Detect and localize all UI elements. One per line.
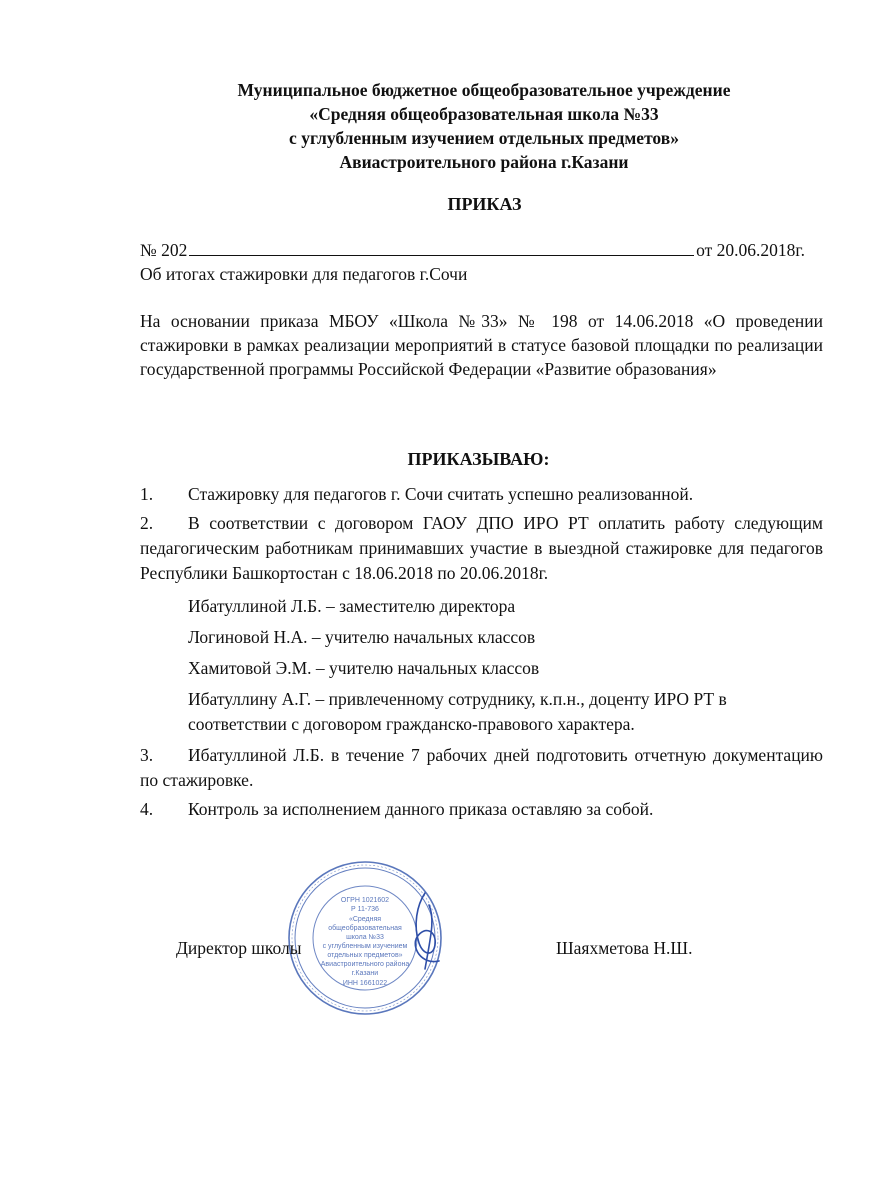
staff-entry: Хамитовой Э.М. – учителю начальных классов bbox=[188, 658, 540, 678]
order-item bbox=[140, 511, 823, 586]
stamp-text: с углубленным изучением bbox=[322, 943, 408, 950]
item-number: 4. bbox=[140, 799, 154, 819]
item-text: Контроль за исполнением данного приказа оставляю за собой. bbox=[188, 799, 654, 819]
staff-entry: Ибатуллиной Л.Б. – заместителю директора bbox=[188, 596, 516, 616]
stamp-text: школа №33 bbox=[346, 934, 384, 941]
header-line-2: «Средняя общеобразовательная школа №33 bbox=[309, 104, 659, 124]
order-item bbox=[140, 797, 823, 822]
handwritten-signature bbox=[395, 885, 455, 975]
staff-entry: Ибатуллину А.Г. – привлеченному сотруднику, к.п.н., доценту ИРО РТ в соответствии с договором гражданско-правового характера. bbox=[188, 689, 727, 734]
basis-paragraph: На основании приказа МБОУ «Школа №33» № 198 от 14.06.2018 «О проведении стажировки в рамках реализации мероприятий в статусе базовой площадки по реализации государственной программы Российской Федерации «Развитие образования» bbox=[140, 311, 823, 379]
order-date: от 20.06.2018г. bbox=[696, 240, 805, 260]
item-text: Стажировку для педагогов г. Сочи считать успешно реализованной. bbox=[188, 484, 694, 504]
order-number-line bbox=[140, 240, 805, 261]
stamp-text: ИНН 1661022 bbox=[342, 980, 388, 987]
item-number: 2. bbox=[140, 513, 154, 533]
item-number: 1. bbox=[140, 484, 154, 504]
item-number: 3. bbox=[140, 745, 154, 765]
stamp-text: отдельных предметов» bbox=[327, 952, 403, 959]
item-text: Ибатуллиной Л.Б. в течение 7 рабочих дней подготовить отчетную документацию по стажировке. bbox=[140, 745, 823, 790]
stamp-text: ОГРН 1021602 bbox=[340, 897, 390, 904]
order-heading: ПРИКАЗЫВАЮ: bbox=[407, 449, 550, 469]
stamp-text: г.Казани bbox=[351, 970, 379, 977]
order-items bbox=[140, 482, 823, 822]
item-text: В соответствии с договором ГАОУ ДПО ИРО РТ оплатить работу следующим педагогическим работникам принимавших участие в выездной стажировке для педагогов Республики Башкортостан с 18.06.2018 по 20.06.2018г. bbox=[140, 513, 823, 583]
stamp-text: Авиастроительного района bbox=[320, 961, 410, 968]
underline-fill bbox=[189, 240, 694, 256]
header-line-3: с углубленным изучением отдельных предметов» bbox=[289, 128, 679, 148]
header-line-4: Авиастроительного района г.Казани bbox=[339, 152, 629, 172]
document-title: ПРИКАЗ bbox=[447, 194, 522, 214]
order-number: № 202 bbox=[140, 240, 188, 260]
signer-name: Шаяхметова Н.Ш. bbox=[556, 938, 693, 958]
staff-entry: Логиновой Н.А. – учителю начальных классов bbox=[188, 627, 536, 647]
stamp-text: «Средняя bbox=[348, 916, 382, 923]
stamp-text: Р 11-736 bbox=[351, 906, 379, 913]
stamp-text: общеобразовательная bbox=[328, 925, 402, 932]
order-subject: Об итогах стажировки для педагогов г.Сочи bbox=[140, 264, 468, 284]
signer-position: Директор школы bbox=[176, 938, 302, 958]
staff-list bbox=[188, 594, 823, 737]
header-line-1: Муниципальное бюджетное общеобразовательное учреждение bbox=[237, 80, 731, 100]
institution-header bbox=[0, 78, 873, 174]
order-item bbox=[140, 482, 823, 507]
order-item bbox=[140, 743, 823, 793]
